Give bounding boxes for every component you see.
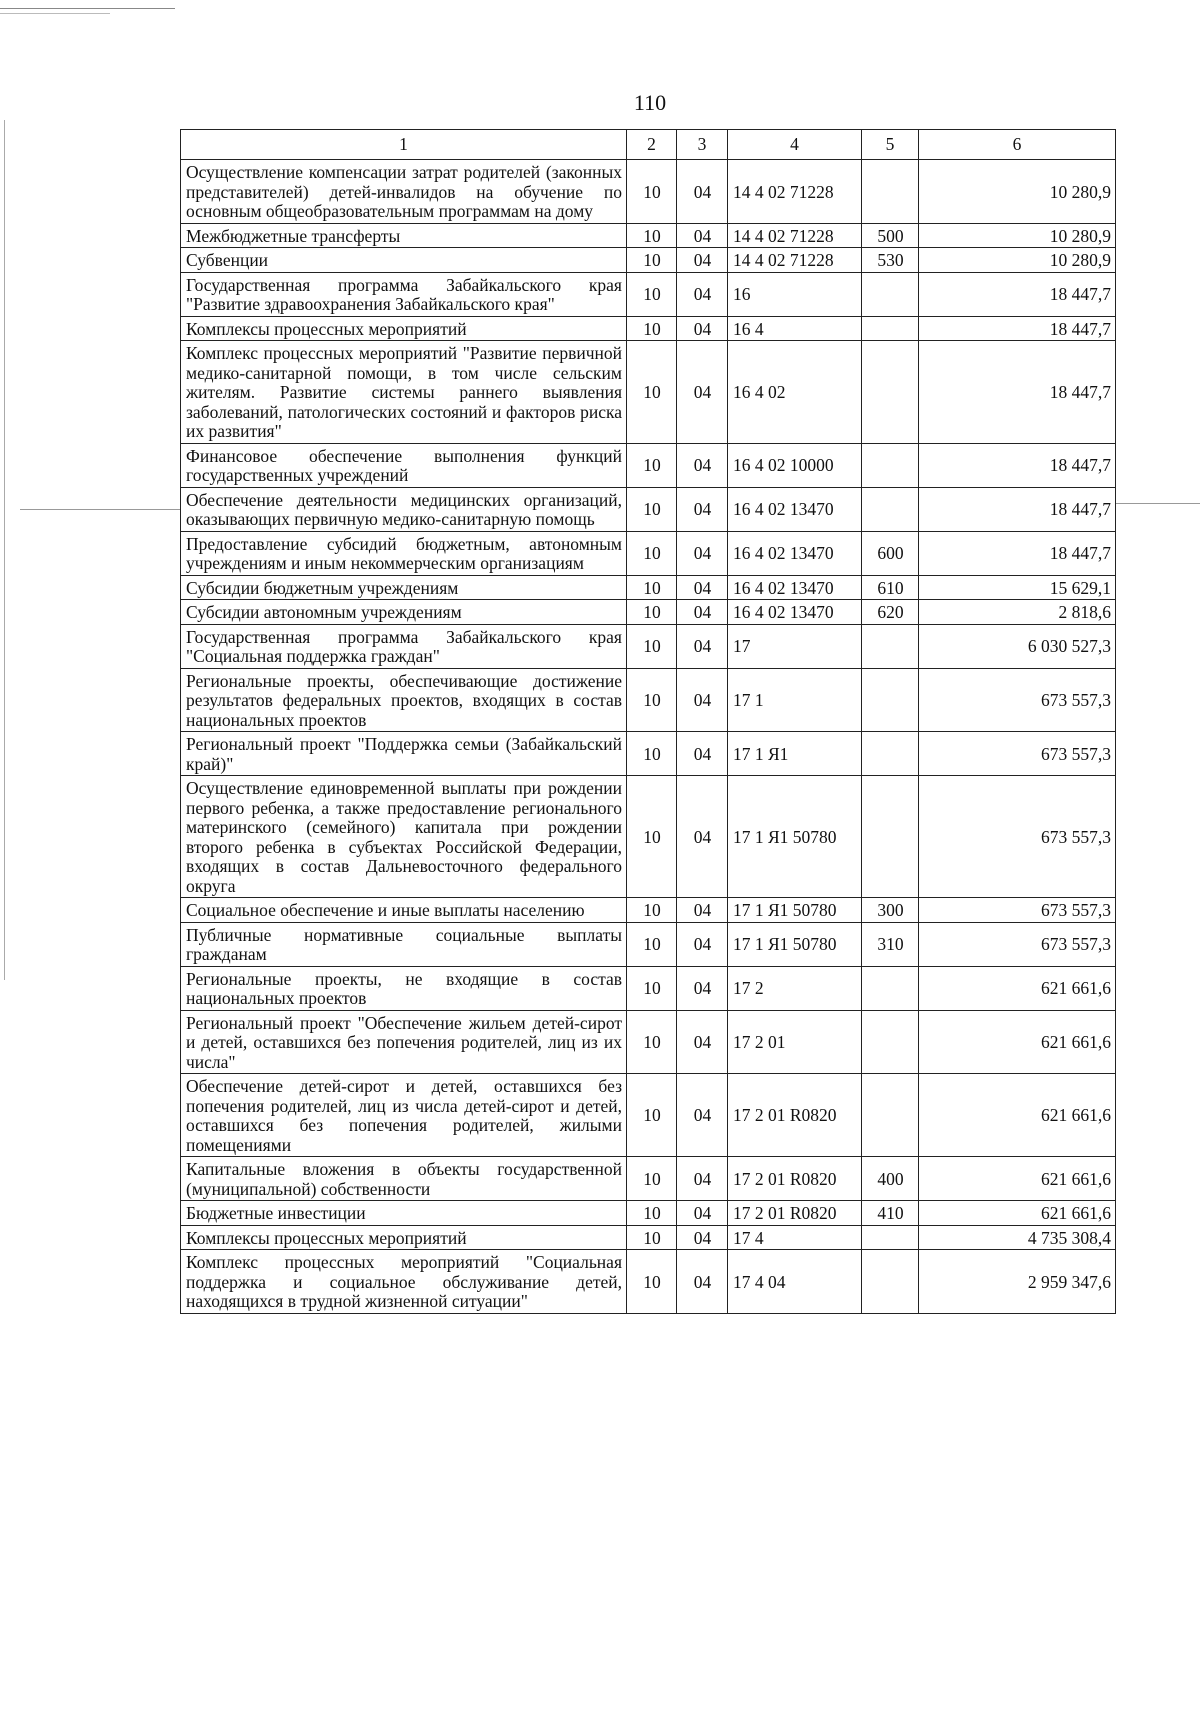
- row-amount-cell: 673 557,3: [919, 668, 1116, 732]
- row-expense-type-cell: 400: [862, 1157, 919, 1201]
- row-subsection-cell: 04: [677, 1157, 728, 1201]
- row-section-cell: 10: [627, 732, 677, 776]
- row-subsection-cell: 04: [677, 248, 728, 273]
- row-target-code-cell: 17 4: [728, 1225, 862, 1250]
- row-expense-type-cell: [862, 341, 919, 444]
- row-name-cell: Региональные проекты, не входящие в состав национальных проектов: [181, 966, 627, 1010]
- row-expense-type-cell: 610: [862, 575, 919, 600]
- table-row: [181, 1010, 1116, 1074]
- row-name-cell: Обеспечение детей-сирот и детей, оставшихся без попечения родителей, лиц из числа детей-сирот и детей, оставшихся без попечения родителей, жилыми помещениями: [181, 1074, 627, 1157]
- row-section-cell: 10: [627, 272, 677, 316]
- row-target-code-cell: 17 1: [728, 668, 862, 732]
- row-amount-cell: 10 280,9: [919, 223, 1116, 248]
- row-subsection-cell: 04: [677, 341, 728, 444]
- row-amount-cell: 10 280,9: [919, 248, 1116, 273]
- row-section-cell: 10: [627, 776, 677, 898]
- row-amount-cell: 673 557,3: [919, 922, 1116, 966]
- row-target-code-cell: 17 2 01 R0820: [728, 1157, 862, 1201]
- row-name-cell: Комплекс процессных мероприятий "Социальная поддержка и социальное обслуживание детей, находящихся в трудной жизненной ситуации": [181, 1250, 627, 1314]
- row-section-cell: 10: [627, 1074, 677, 1157]
- row-name-cell: Обеспечение деятельности медицинских организаций, оказывающих первичную медико-санитарную помощь: [181, 487, 627, 531]
- row-name-cell: Субвенции: [181, 248, 627, 273]
- row-name-cell: Осуществление единовременной выплаты при рождении первого ребенка, а также предоставление регионального материнского (семейного) капитала при рождении второго ребенка в субъектах Российской Федерации, входящих в состав Дальневосточного федерального округа: [181, 776, 627, 898]
- header-col-5: 5: [862, 130, 919, 160]
- table-row: [181, 160, 1116, 224]
- row-name-cell: Бюджетные инвестиции: [181, 1201, 627, 1226]
- row-expense-type-cell: [862, 316, 919, 341]
- row-section-cell: 10: [627, 600, 677, 625]
- row-amount-cell: 15 629,1: [919, 575, 1116, 600]
- table-row: [181, 575, 1116, 600]
- row-section-cell: 10: [627, 248, 677, 273]
- table-row: [181, 732, 1116, 776]
- row-target-code-cell: 17 1 Я1 50780: [728, 898, 862, 923]
- scan-artifact-top-left: [0, 8, 175, 9]
- row-name-cell: Субсидии автономным учреждениям: [181, 600, 627, 625]
- table-row: [181, 443, 1116, 487]
- row-expense-type-cell: [862, 776, 919, 898]
- row-expense-type-cell: [862, 1225, 919, 1250]
- row-section-cell: 10: [627, 160, 677, 224]
- row-name-cell: Государственная программа Забайкальского края "Развитие здравоохранения Забайкальского края": [181, 272, 627, 316]
- header-col-3: 3: [677, 130, 728, 160]
- row-expense-type-cell: [862, 668, 919, 732]
- row-expense-type-cell: [862, 160, 919, 224]
- row-section-cell: 10: [627, 443, 677, 487]
- row-subsection-cell: 04: [677, 776, 728, 898]
- row-amount-cell: 18 447,7: [919, 487, 1116, 531]
- table-row: [181, 624, 1116, 668]
- row-target-code-cell: 16 4 02 13470: [728, 600, 862, 625]
- row-amount-cell: 4 735 308,4: [919, 1225, 1116, 1250]
- row-section-cell: 10: [627, 575, 677, 600]
- row-subsection-cell: 04: [677, 487, 728, 531]
- table-row: [181, 531, 1116, 575]
- table-row: [181, 248, 1116, 273]
- row-section-cell: 10: [627, 487, 677, 531]
- row-subsection-cell: 04: [677, 1010, 728, 1074]
- row-subsection-cell: 04: [677, 443, 728, 487]
- row-name-cell: Комплексы процессных мероприятий: [181, 1225, 627, 1250]
- row-subsection-cell: 04: [677, 575, 728, 600]
- row-amount-cell: 18 447,7: [919, 531, 1116, 575]
- row-name-cell: Финансовое обеспечение выполнения функций государственных учреждений: [181, 443, 627, 487]
- table-row: [181, 898, 1116, 923]
- table-row: [181, 341, 1116, 444]
- row-target-code-cell: 17 4 04: [728, 1250, 862, 1314]
- row-expense-type-cell: 310: [862, 922, 919, 966]
- row-amount-cell: 673 557,3: [919, 776, 1116, 898]
- row-target-code-cell: 17 1 Я1 50780: [728, 776, 862, 898]
- table-row: [181, 600, 1116, 625]
- row-subsection-cell: 04: [677, 966, 728, 1010]
- row-subsection-cell: 04: [677, 531, 728, 575]
- header-col-4: 4: [728, 130, 862, 160]
- row-amount-cell: 18 447,7: [919, 272, 1116, 316]
- row-subsection-cell: 04: [677, 272, 728, 316]
- row-section-cell: 10: [627, 898, 677, 923]
- row-target-code-cell: 17 2 01: [728, 1010, 862, 1074]
- row-subsection-cell: 04: [677, 1074, 728, 1157]
- table-row: [181, 316, 1116, 341]
- row-target-code-cell: 17 1 Я1: [728, 732, 862, 776]
- row-target-code-cell: 16 4: [728, 316, 862, 341]
- table-row: [181, 223, 1116, 248]
- scan-artifact-left-edge: [4, 120, 5, 980]
- table-body: [181, 160, 1116, 1314]
- row-target-code-cell: 17 2 01 R0820: [728, 1201, 862, 1226]
- row-section-cell: 10: [627, 624, 677, 668]
- row-amount-cell: 10 280,9: [919, 160, 1116, 224]
- row-name-cell: Региональный проект "Обеспечение жильем детей-сирот и детей, оставшихся без попечения родителей, лиц из их числа": [181, 1010, 627, 1074]
- row-subsection-cell: 04: [677, 732, 728, 776]
- row-name-cell: Комплекс процессных мероприятий "Развитие первичной медико-санитарной помощи, в том числе сельским жителям. Развитие системы раннего выявления заболеваний, патологических состояний и факторов риска их развития": [181, 341, 627, 444]
- row-target-code-cell: 16 4 02 13470: [728, 531, 862, 575]
- scan-artifact-fold-right: [1115, 503, 1200, 504]
- table-row: [181, 1157, 1116, 1201]
- row-subsection-cell: 04: [677, 600, 728, 625]
- row-name-cell: Региональные проекты, обеспечивающие достижение результатов федеральных проектов, входящих в состав национальных проектов: [181, 668, 627, 732]
- page-number: [0, 90, 1200, 116]
- row-amount-cell: 18 447,7: [919, 316, 1116, 341]
- row-target-code-cell: 17 2: [728, 966, 862, 1010]
- row-name-cell: Социальное обеспечение и иные выплаты населению: [181, 898, 627, 923]
- row-expense-type-cell: 620: [862, 600, 919, 625]
- row-target-code-cell: 16: [728, 272, 862, 316]
- row-section-cell: 10: [627, 1157, 677, 1201]
- table-header: [181, 130, 1116, 160]
- row-name-cell: Субсидии бюджетным учреждениям: [181, 575, 627, 600]
- header-row: [181, 130, 1116, 160]
- row-subsection-cell: 04: [677, 1225, 728, 1250]
- table-row: [181, 922, 1116, 966]
- row-target-code-cell: 17 2 01 R0820: [728, 1074, 862, 1157]
- row-section-cell: 10: [627, 1250, 677, 1314]
- row-amount-cell: 621 661,6: [919, 1010, 1116, 1074]
- row-name-cell: Государственная программа Забайкальского края "Социальная поддержка граждан": [181, 624, 627, 668]
- row-section-cell: 10: [627, 341, 677, 444]
- row-section-cell: 10: [627, 1201, 677, 1226]
- row-expense-type-cell: [862, 272, 919, 316]
- row-amount-cell: 18 447,7: [919, 443, 1116, 487]
- row-name-cell: Предоставление субсидий бюджетным, автономным учреждениям и иным некоммерческим организациям: [181, 531, 627, 575]
- row-target-code-cell: 14 4 02 71228: [728, 160, 862, 224]
- row-expense-type-cell: [862, 732, 919, 776]
- row-expense-type-cell: [862, 487, 919, 531]
- budget-table: [180, 129, 1116, 1314]
- row-section-cell: 10: [627, 922, 677, 966]
- row-amount-cell: 621 661,6: [919, 966, 1116, 1010]
- row-target-code-cell: 16 4 02: [728, 341, 862, 444]
- page-number-text: 110: [633, 90, 667, 115]
- header-col-2: 2: [627, 130, 677, 160]
- row-subsection-cell: 04: [677, 668, 728, 732]
- row-expense-type-cell: 530: [862, 248, 919, 273]
- row-expense-type-cell: [862, 624, 919, 668]
- table-row: [181, 272, 1116, 316]
- row-subsection-cell: 04: [677, 1201, 728, 1226]
- table-row: [181, 776, 1116, 898]
- row-expense-type-cell: 410: [862, 1201, 919, 1226]
- table-row: [181, 1225, 1116, 1250]
- row-section-cell: 10: [627, 316, 677, 341]
- row-target-code-cell: 16 4 02 13470: [728, 575, 862, 600]
- row-name-cell: Комплексы процессных мероприятий: [181, 316, 627, 341]
- row-amount-cell: 2 818,6: [919, 600, 1116, 625]
- row-name-cell: Капитальные вложения в объекты государственной (муниципальной) собственности: [181, 1157, 627, 1201]
- row-section-cell: 10: [627, 223, 677, 248]
- row-expense-type-cell: [862, 1010, 919, 1074]
- table-row: [181, 487, 1116, 531]
- row-amount-cell: 621 661,6: [919, 1201, 1116, 1226]
- header-col-6: 6: [919, 130, 1116, 160]
- row-subsection-cell: 04: [677, 898, 728, 923]
- table-row: [181, 1074, 1116, 1157]
- row-subsection-cell: 04: [677, 922, 728, 966]
- row-expense-type-cell: 500: [862, 223, 919, 248]
- row-expense-type-cell: [862, 1250, 919, 1314]
- row-amount-cell: 18 447,7: [919, 341, 1116, 444]
- row-subsection-cell: 04: [677, 1250, 728, 1314]
- scan-artifact-fold-left: [20, 509, 180, 510]
- table-row: [181, 966, 1116, 1010]
- row-target-code-cell: 14 4 02 71228: [728, 248, 862, 273]
- row-amount-cell: 6 030 527,3: [919, 624, 1116, 668]
- row-section-cell: 10: [627, 531, 677, 575]
- row-expense-type-cell: 600: [862, 531, 919, 575]
- row-target-code-cell: 16 4 02 13470: [728, 487, 862, 531]
- row-subsection-cell: 04: [677, 223, 728, 248]
- header-col-1: 1: [181, 130, 627, 160]
- row-name-cell: Публичные нормативные социальные выплаты гражданам: [181, 922, 627, 966]
- row-amount-cell: 2 959 347,6: [919, 1250, 1116, 1314]
- row-name-cell: Осуществление компенсации затрат родителей (законных представителей) детей-инвалидов на обучение по основным общеобразовательным программам на дому: [181, 160, 627, 224]
- row-expense-type-cell: [862, 1074, 919, 1157]
- row-expense-type-cell: [862, 443, 919, 487]
- row-amount-cell: 621 661,6: [919, 1074, 1116, 1157]
- row-expense-type-cell: 300: [862, 898, 919, 923]
- row-section-cell: 10: [627, 966, 677, 1010]
- row-amount-cell: 673 557,3: [919, 732, 1116, 776]
- row-amount-cell: 621 661,6: [919, 1157, 1116, 1201]
- row-name-cell: Межбюджетные трансферты: [181, 223, 627, 248]
- row-target-code-cell: 17: [728, 624, 862, 668]
- row-section-cell: 10: [627, 1225, 677, 1250]
- row-name-cell: Региональный проект "Поддержка семьи (Забайкальский край)": [181, 732, 627, 776]
- scan-artifact-top-left-2: [0, 13, 110, 14]
- row-expense-type-cell: [862, 966, 919, 1010]
- row-amount-cell: 673 557,3: [919, 898, 1116, 923]
- row-target-code-cell: 14 4 02 71228: [728, 223, 862, 248]
- row-section-cell: 10: [627, 1010, 677, 1074]
- row-target-code-cell: 17 1 Я1 50780: [728, 922, 862, 966]
- row-section-cell: 10: [627, 668, 677, 732]
- row-subsection-cell: 04: [677, 624, 728, 668]
- row-subsection-cell: 04: [677, 316, 728, 341]
- table-row: [181, 1201, 1116, 1226]
- table-row: [181, 668, 1116, 732]
- table-row: [181, 1250, 1116, 1314]
- row-subsection-cell: 04: [677, 160, 728, 224]
- row-target-code-cell: 16 4 02 10000: [728, 443, 862, 487]
